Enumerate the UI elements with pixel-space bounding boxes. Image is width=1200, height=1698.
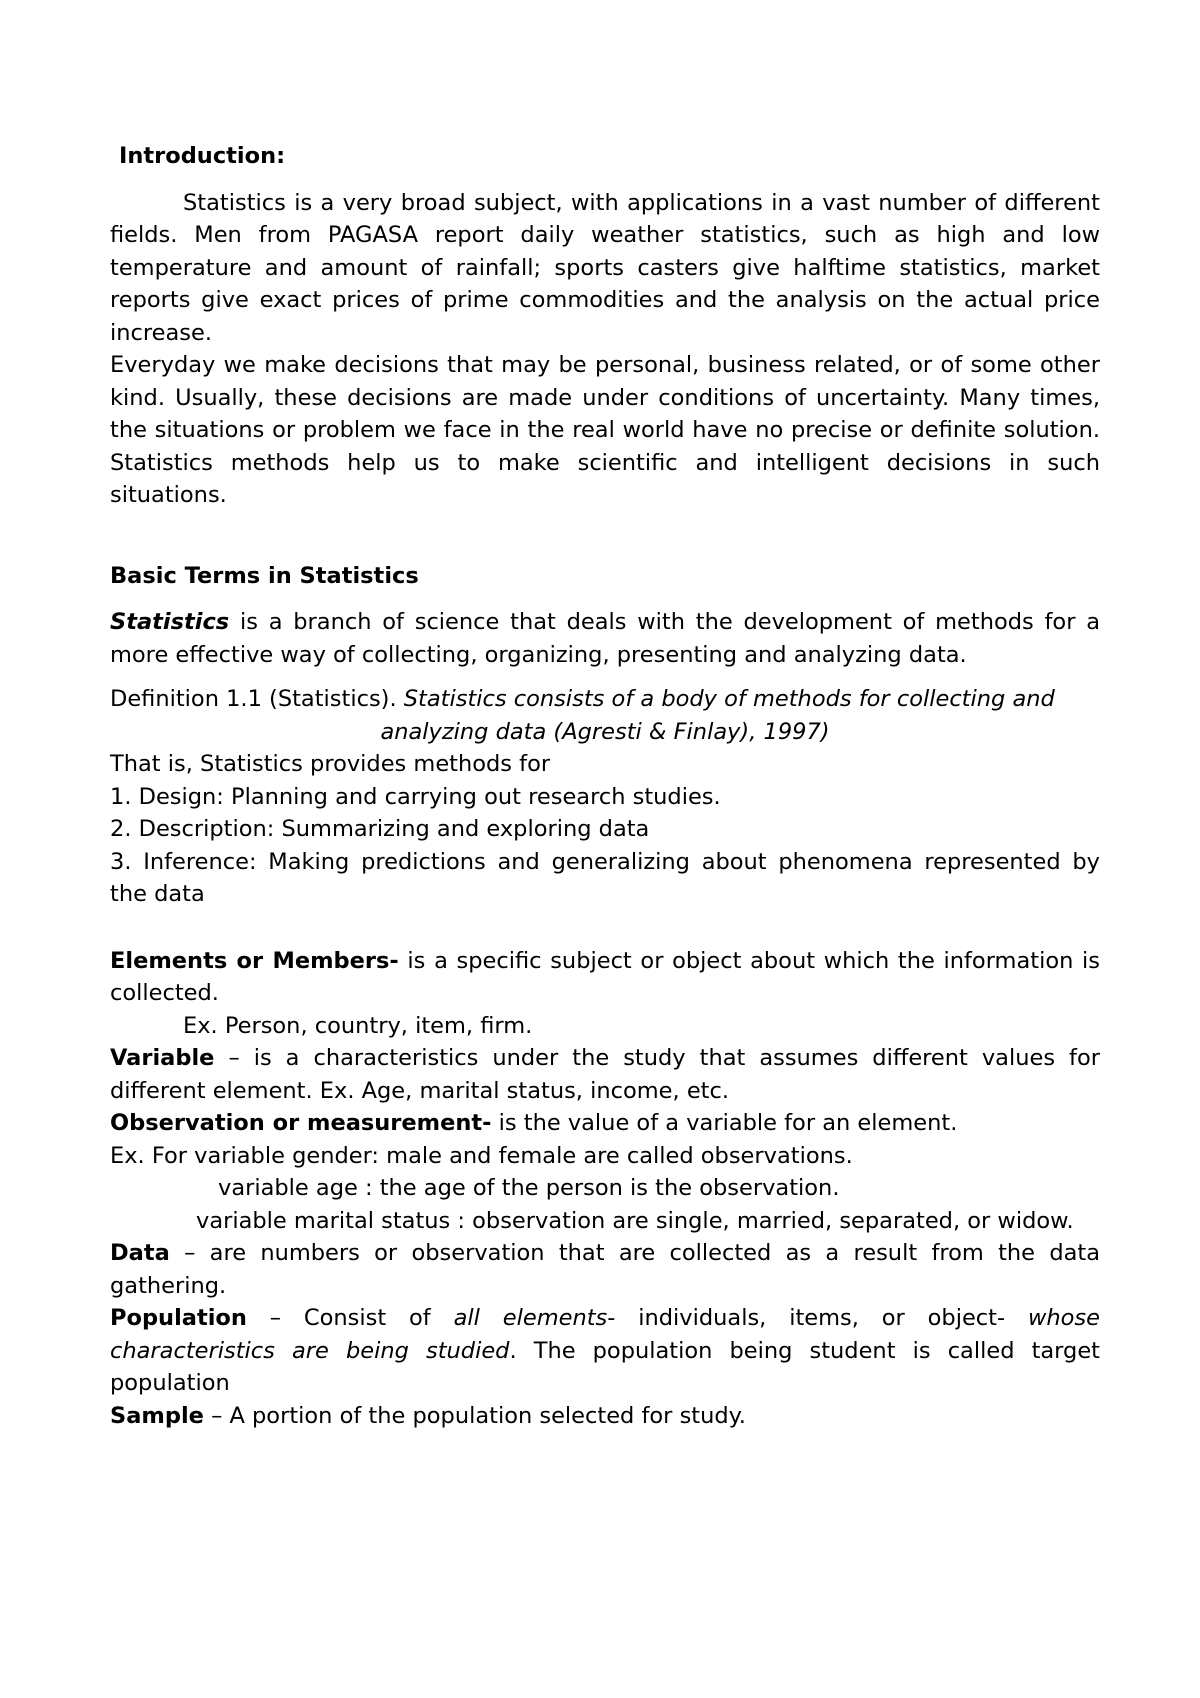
intro-paragraph-1: Statistics is a very broad subject, with applications in a vast number of different fields. Men from PAGASA report daily weather statistics, such as high and low temperature and amount of rainfall; sports casters give halftime statistics, market reports give exact prices of prime commodities and the analysis on the actual price increase. [110, 189, 1100, 346]
list-item-description: 2. Description: Summarizing and exploring data [110, 816, 650, 842]
elements-term: Elements or Members- [110, 947, 399, 974]
population-definition: Population – Consist of all elements- individuals, items, or object- whose characteristics are being studied. The population being student is called target population [110, 1305, 1100, 1396]
data-definition: Data – are numbers or observation that are collected as a result from the data gathering. [110, 1240, 1100, 1299]
variable-definition: Variable – is a characteristics under the study that assumes different values for different element. Ex. Age, marital status, income, etc. [110, 1045, 1100, 1104]
that-is-line: That is, Statistics provides methods for [110, 751, 551, 777]
intro-paragraph-2: Everyday we make decisions that may be personal, business related, or of some other kind. Usually, these decisions are made under conditions of uncertainty. Many times, the situations or problem we face in the real world have no precise or definite solution. Statistics methods help us to make scientific and intelligent decisions in such situations. [110, 352, 1100, 508]
definition-1-1 [110, 683, 1100, 716]
observation-example-2: variable age : the age of the person is the observation. [218, 1175, 840, 1201]
population-term: Population [110, 1305, 247, 1331]
observation-definition: Observation or measurement- is the value of a variable for an element. [110, 1110, 958, 1136]
document-page [110, 140, 1100, 1432]
definition-label: Definition 1.1 (Statistics). [110, 686, 404, 712]
basic-terms-heading: Basic Terms in Statistics [110, 562, 419, 589]
statistics-definition-text: is a branch of science that deals with the development of methods for a more effective way of collecting, organizing, presenting and analyzing data. [110, 609, 1100, 668]
statistics-term: Statistics [110, 609, 230, 635]
data-term: Data [110, 1240, 170, 1266]
sample-term: Sample [110, 1402, 204, 1429]
elements-definition: Elements or Members- is a specific subject or object about which the information is collected. [110, 947, 1100, 1006]
variable-term: Variable [110, 1045, 215, 1071]
elements-example: Ex. Person, country, item, firm. [183, 1012, 533, 1039]
definition-citation: analyzing data (Agresti & Finlay), 1997) [380, 718, 830, 745]
observation-example-1: Ex. For variable gender: male and female are called observations. [110, 1142, 853, 1169]
list-item-inference: 3. Inference: Making predictions and generalizing about phenomena represented by the data [110, 848, 1100, 907]
observation-term: Observation or measurement- [110, 1110, 492, 1136]
list-item-design: 1. Design: Planning and carrying out research studies. [110, 783, 721, 810]
sample-definition: Sample – A portion of the population selected for study. [110, 1402, 746, 1429]
observation-example-3: variable marital status : observation are single, married, separated, or widow. [196, 1207, 1074, 1234]
introduction-heading: Introduction: [119, 143, 286, 169]
statistics-definition [110, 606, 1100, 671]
definition-text: Statistics consists of a body of methods for collecting and [403, 686, 1055, 712]
